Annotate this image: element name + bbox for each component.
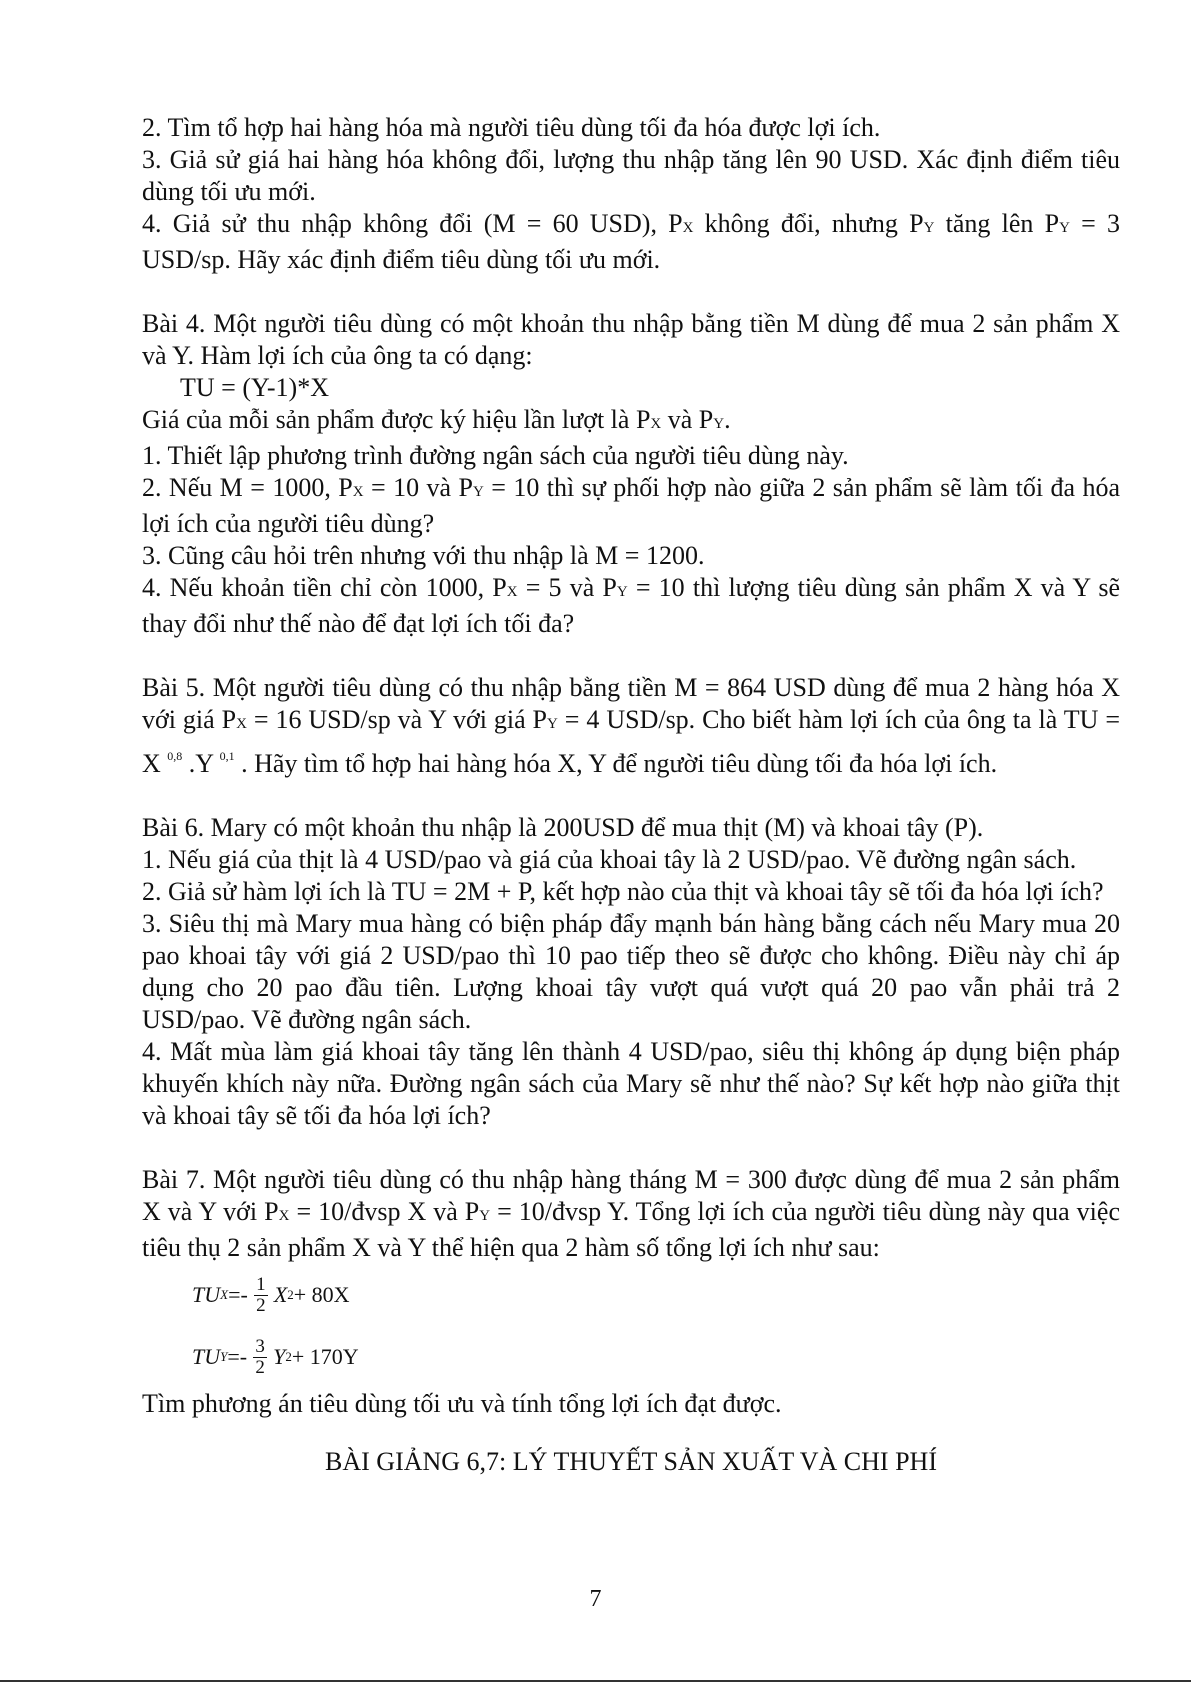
bai6-q4: 4. Mất mùa làm giá khoai tây tăng lên thành 4 USD/pao, siêu thị không áp dụng biện pháp khuyến khích này nữa. Đường ngân sách của Mary sẽ như thế nào? Sự kết hợp nào giữa thịt và khoai tây sẽ tối đa hóa lợi ích? bbox=[142, 1037, 1120, 1130]
bai4-formula: TU = (Y-1)*X bbox=[180, 373, 329, 402]
question-2: 2. Tìm tổ hợp hai hàng hóa mà người tiêu dùng tối đa hóa được lợi ích. bbox=[142, 113, 881, 142]
formula-tuy: TU Y =- $\frac{3}{2}$ Y 2 + 170Y bbox=[192, 1335, 359, 1378]
bai7-closing: Tìm phương án tiêu dùng tối ưu và tính tổng lợi ích đạt được. bbox=[142, 1389, 782, 1418]
section-heading: BÀI GIẢNG 6,7: LÝ THUYẾT SẢN XUẤT VÀ CHI PHÍ bbox=[325, 1447, 937, 1476]
question-4: 4. Giả sử thu nhập không đổi (M = 60 USD), PX không đổi, nhưng PY tăng lên PY = 3 USD/sp. Hãy xác định điểm tiêu dùng tối ưu mới. bbox=[142, 209, 1120, 274]
bai4-q3: 3. Cũng câu hỏi trên nhưng với thu nhập là M = 1200. bbox=[142, 541, 705, 570]
document-body bbox=[142, 112, 1120, 1478]
bai6-q2: 2. Giả sử hàm lợi ích là TU = 2M + P, kết hợp nào của thịt và khoai tây sẽ tối đa hóa lợi ích? bbox=[142, 877, 1104, 906]
bai6-intro: Bài 6. Mary có một khoản thu nhập là 200USD để mua thịt (M) và khoai tây (P). bbox=[142, 813, 984, 842]
bai4-q1: 1. Thiết lập phương trình đường ngân sách của người tiêu dùng này. bbox=[142, 441, 849, 470]
bottom-rule bbox=[0, 1680, 1191, 1682]
bai6-q3: 3. Siêu thị mà Mary mua hàng có biện pháp đẩy mạnh bán hàng bằng cách nếu Mary mua 20 pao khoai tây với giá 2 USD/pao thì 10 pao tiếp theo sẽ được cho không. Điều này chỉ áp dụng cho 20 pao đầu tiên. Lượng khoai tây vượt quá vượt quá 20 pao vẫn phải trả 2 USD/pao. Vẽ đường ngân sách. bbox=[142, 909, 1120, 1034]
question-3: 3. Giả sử giá hai hàng hóa không đổi, lượng thu nhập tăng lên 90 USD. Xác định điểm tiêu dùng tối ưu mới. bbox=[142, 145, 1120, 206]
bai6-q1: 1. Nếu giá của thịt là 4 USD/pao và giá của khoai tây là 2 USD/pao. Vẽ đường ngân sách. bbox=[142, 845, 1077, 874]
bai5: Bài 5. Một người tiêu dùng có thu nhập bằng tiền M = 864 USD dùng để mua 2 hàng hóa X với giá PX = 16 USD/sp và Y với giá PY = 4 USD/sp. Cho biết hàm lợi ích của ông ta là TU = X $^{0,8}$ .Y $^{0,1}$ . Hãy tìm tổ hợp hai hàng hóa X, Y để người tiêu dùng tối đa hóa lợi ích. bbox=[142, 673, 1120, 778]
bai4-intro: Bài 4. Một người tiêu dùng có một khoản thu nhập bằng tiền M dùng để mua 2 sản phẩm X và Y. Hàm lợi ích của ông ta có dạng: bbox=[142, 309, 1120, 370]
bai4-q2: 2. Nếu M = 1000, PX = 10 và PY = 10 thì sự phối hợp nào giữa 2 sản phẩm sẽ làm tối đa hóa lợi ích của người tiêu dùng? bbox=[142, 473, 1120, 538]
bai4-prices: Giá của mỗi sản phẩm được ký hiệu lần lượt là PX và PY. bbox=[142, 405, 731, 434]
bai7-intro: Bài 7. Một người tiêu dùng có thu nhập hàng tháng M = 300 được dùng để mua 2 sản phẩm X và Y với PX = 10/đvsp X và PY = 10/đvsp Y. Tổng lợi ích của người tiêu dùng này qua việc tiêu thụ 2 sản phẩm X và Y thể hiện qua 2 hàm số tổng lợi ích như sau: bbox=[142, 1165, 1120, 1262]
page-number: 7 bbox=[589, 1586, 602, 1612]
formula-tux: TU X =- $\frac{1}{2}$ X 2 + 80X bbox=[192, 1273, 350, 1316]
bai4-q4: 4. Nếu khoản tiền chỉ còn 1000, PX = 5 và PY = 10 thì lượng tiêu dùng sản phẩm X và Y sẽ thay đổi như thế nào để đạt lợi ích tối đa? bbox=[142, 573, 1120, 638]
